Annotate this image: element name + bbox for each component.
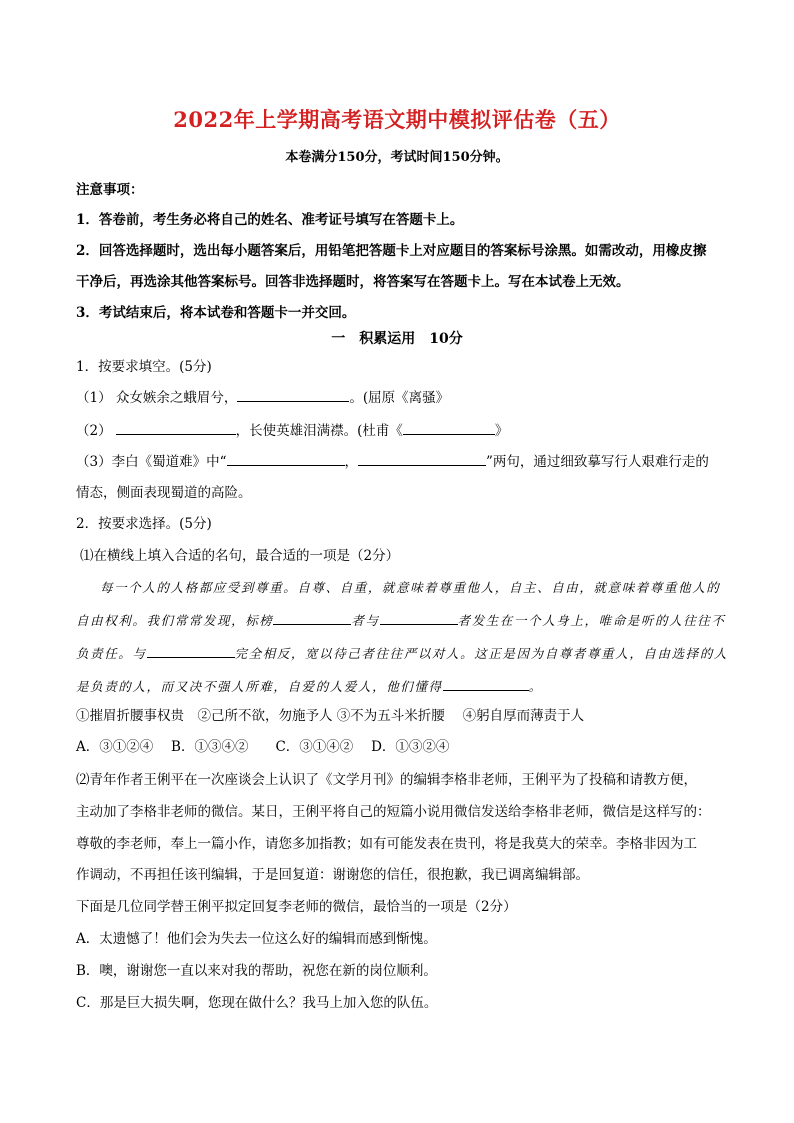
option-c: C．那是巨大损失啊，您现在做什么？我马上加入您的队伍。 (76, 995, 438, 1011)
question-2-sub-1: ⑴在横线上填入合适的名句，最合适的一项是（2分） (80, 548, 400, 564)
option-b: B．噢，谢谢您一直以来对我的帮助，祝您在新的岗位顺利。 (76, 963, 437, 979)
question-1-stem: 1．按要求填空。(5分) (76, 359, 212, 375)
q1-p2-text-c: 》 (494, 423, 509, 439)
question-1-part-3 (76, 451, 709, 472)
question-2-sub-2-question: 下面是几位同学替王俐平拟定回复李老师的微信，最恰当的一项是（2分） (76, 899, 517, 915)
notice-item-2a: 2．回答选择题时，选出每小题答案后，用铅笔把答题卡上对应题目的答案标号涂黑。如需改动，用橡皮擦 (76, 243, 707, 259)
q1-p3-text-c: ”两句，通过细致摹写行人艰难行走的 (486, 454, 709, 470)
passage-text: 者发生在一个人身上，唯命是听的人往往不 (457, 613, 726, 628)
option-a: A．太遗憾了！他们会为失去一位这么好的编辑而感到惭愧。 (76, 931, 437, 947)
notice-item-3: 3．考试结束后，将本试卷和答题卡一并交回。 (76, 305, 356, 321)
q1-p2-text-a: （2） (76, 423, 112, 439)
answer-choices: A．③①②④ B．①③④② C．③①④② D．①③②④ (76, 739, 450, 755)
answer-blank[interactable] (237, 387, 349, 402)
passage-line-2 (76, 610, 726, 631)
answer-blank[interactable] (403, 420, 495, 435)
question-2-sub-2-line-2: 主动加了李格非老师的微信。某日，王俐平将自己的短篇小说用微信发送给李格非老师，微信是这样写的： (76, 804, 711, 820)
answer-blank[interactable] (273, 610, 351, 625)
passage-line-1: 每一个人的人格都应受到尊重。自尊、自重，就意味着尊重他人，自主、自由，就意味着尊重他人的 (100, 580, 721, 595)
passage-text: 是负责的人，而又决不强人所难，自爱的人爱人，他们懂得 (76, 679, 443, 694)
question-1-part-1 (76, 387, 449, 408)
passage-text: 负责任。与 (76, 646, 147, 661)
q1-p1-text-a: （1） 众女嫉余之蛾眉兮， (76, 390, 238, 406)
question-1-part-3-cont: 情态，侧面表现蜀道的高险。 (76, 485, 252, 501)
question-2-stem: 2．按要求选择。(5分) (76, 516, 212, 532)
q1-p3-text-a: （3）李白《蜀道难》中“ (76, 454, 227, 470)
notice-item-1: 1．答卷前，考生务必将自己的姓名、准考证号填写在答题卡上。 (76, 212, 464, 228)
passage-text: 。 (528, 679, 543, 694)
passage-line-4 (76, 676, 543, 697)
passage-line-3 (76, 643, 728, 664)
question-1-part-2 (76, 420, 508, 441)
q1-p1-text-b: 。(屈原《离骚》 (349, 390, 450, 406)
question-2-sub-2-line-3: 尊敬的李老师，奉上一篇小作，请您多加指教；如有可能发表在贵刊，将是我莫大的荣幸。李格非因为工 (76, 836, 697, 852)
answer-blank[interactable] (116, 420, 236, 435)
notice-item-2b: 干净后，再选涂其他答案标号。回答非选择题时，将答案写在答题卡上。写在本试卷上无效。 (76, 274, 630, 290)
q1-p3-text-b: ， (344, 454, 358, 470)
notice-heading: 注意事项： (76, 182, 144, 198)
section-heading: 一 积累运用 10分 (331, 331, 463, 347)
question-2-sub-2-line-4: 作调动，不再担任该刊编辑，于是回复道：谢谢您的信任，很抱歉，我已调离编辑部。 (76, 867, 589, 883)
passage-text: 完全相反，宽以待己者往往严以对人。这正是因为自尊者尊重人，自由选择的人 (234, 646, 729, 661)
exam-subtitle: 本卷满分150分，考试时间150分钟。 (285, 150, 509, 165)
passage-text: 自由权利。我们常常发现，标榜 (76, 613, 274, 628)
q1-p2-text-b: ，长使英雄泪满襟。(杜甫《 (235, 423, 403, 439)
answer-blank[interactable] (227, 451, 345, 466)
question-2-sub-2-line-1: ⑵青年作者王俐平在一次座谈会上认识了《文学月刊》的编辑李格非老师，王俐平为了投稿和请教方便， (76, 772, 697, 788)
options-list: ①摧眉折腰事权贵 ②己所不欲，勿施予人 ③不为五斗米折腰 ④躬自厚而薄责于人 (76, 708, 585, 724)
answer-blank[interactable] (380, 610, 458, 625)
answer-blank[interactable] (147, 643, 235, 658)
answer-blank[interactable] (358, 451, 486, 466)
exam-title: 2022年上学期高考语文期中模拟评估卷（五） (173, 107, 621, 132)
passage-text: 者与 (351, 613, 380, 628)
answer-blank[interactable] (443, 676, 529, 691)
